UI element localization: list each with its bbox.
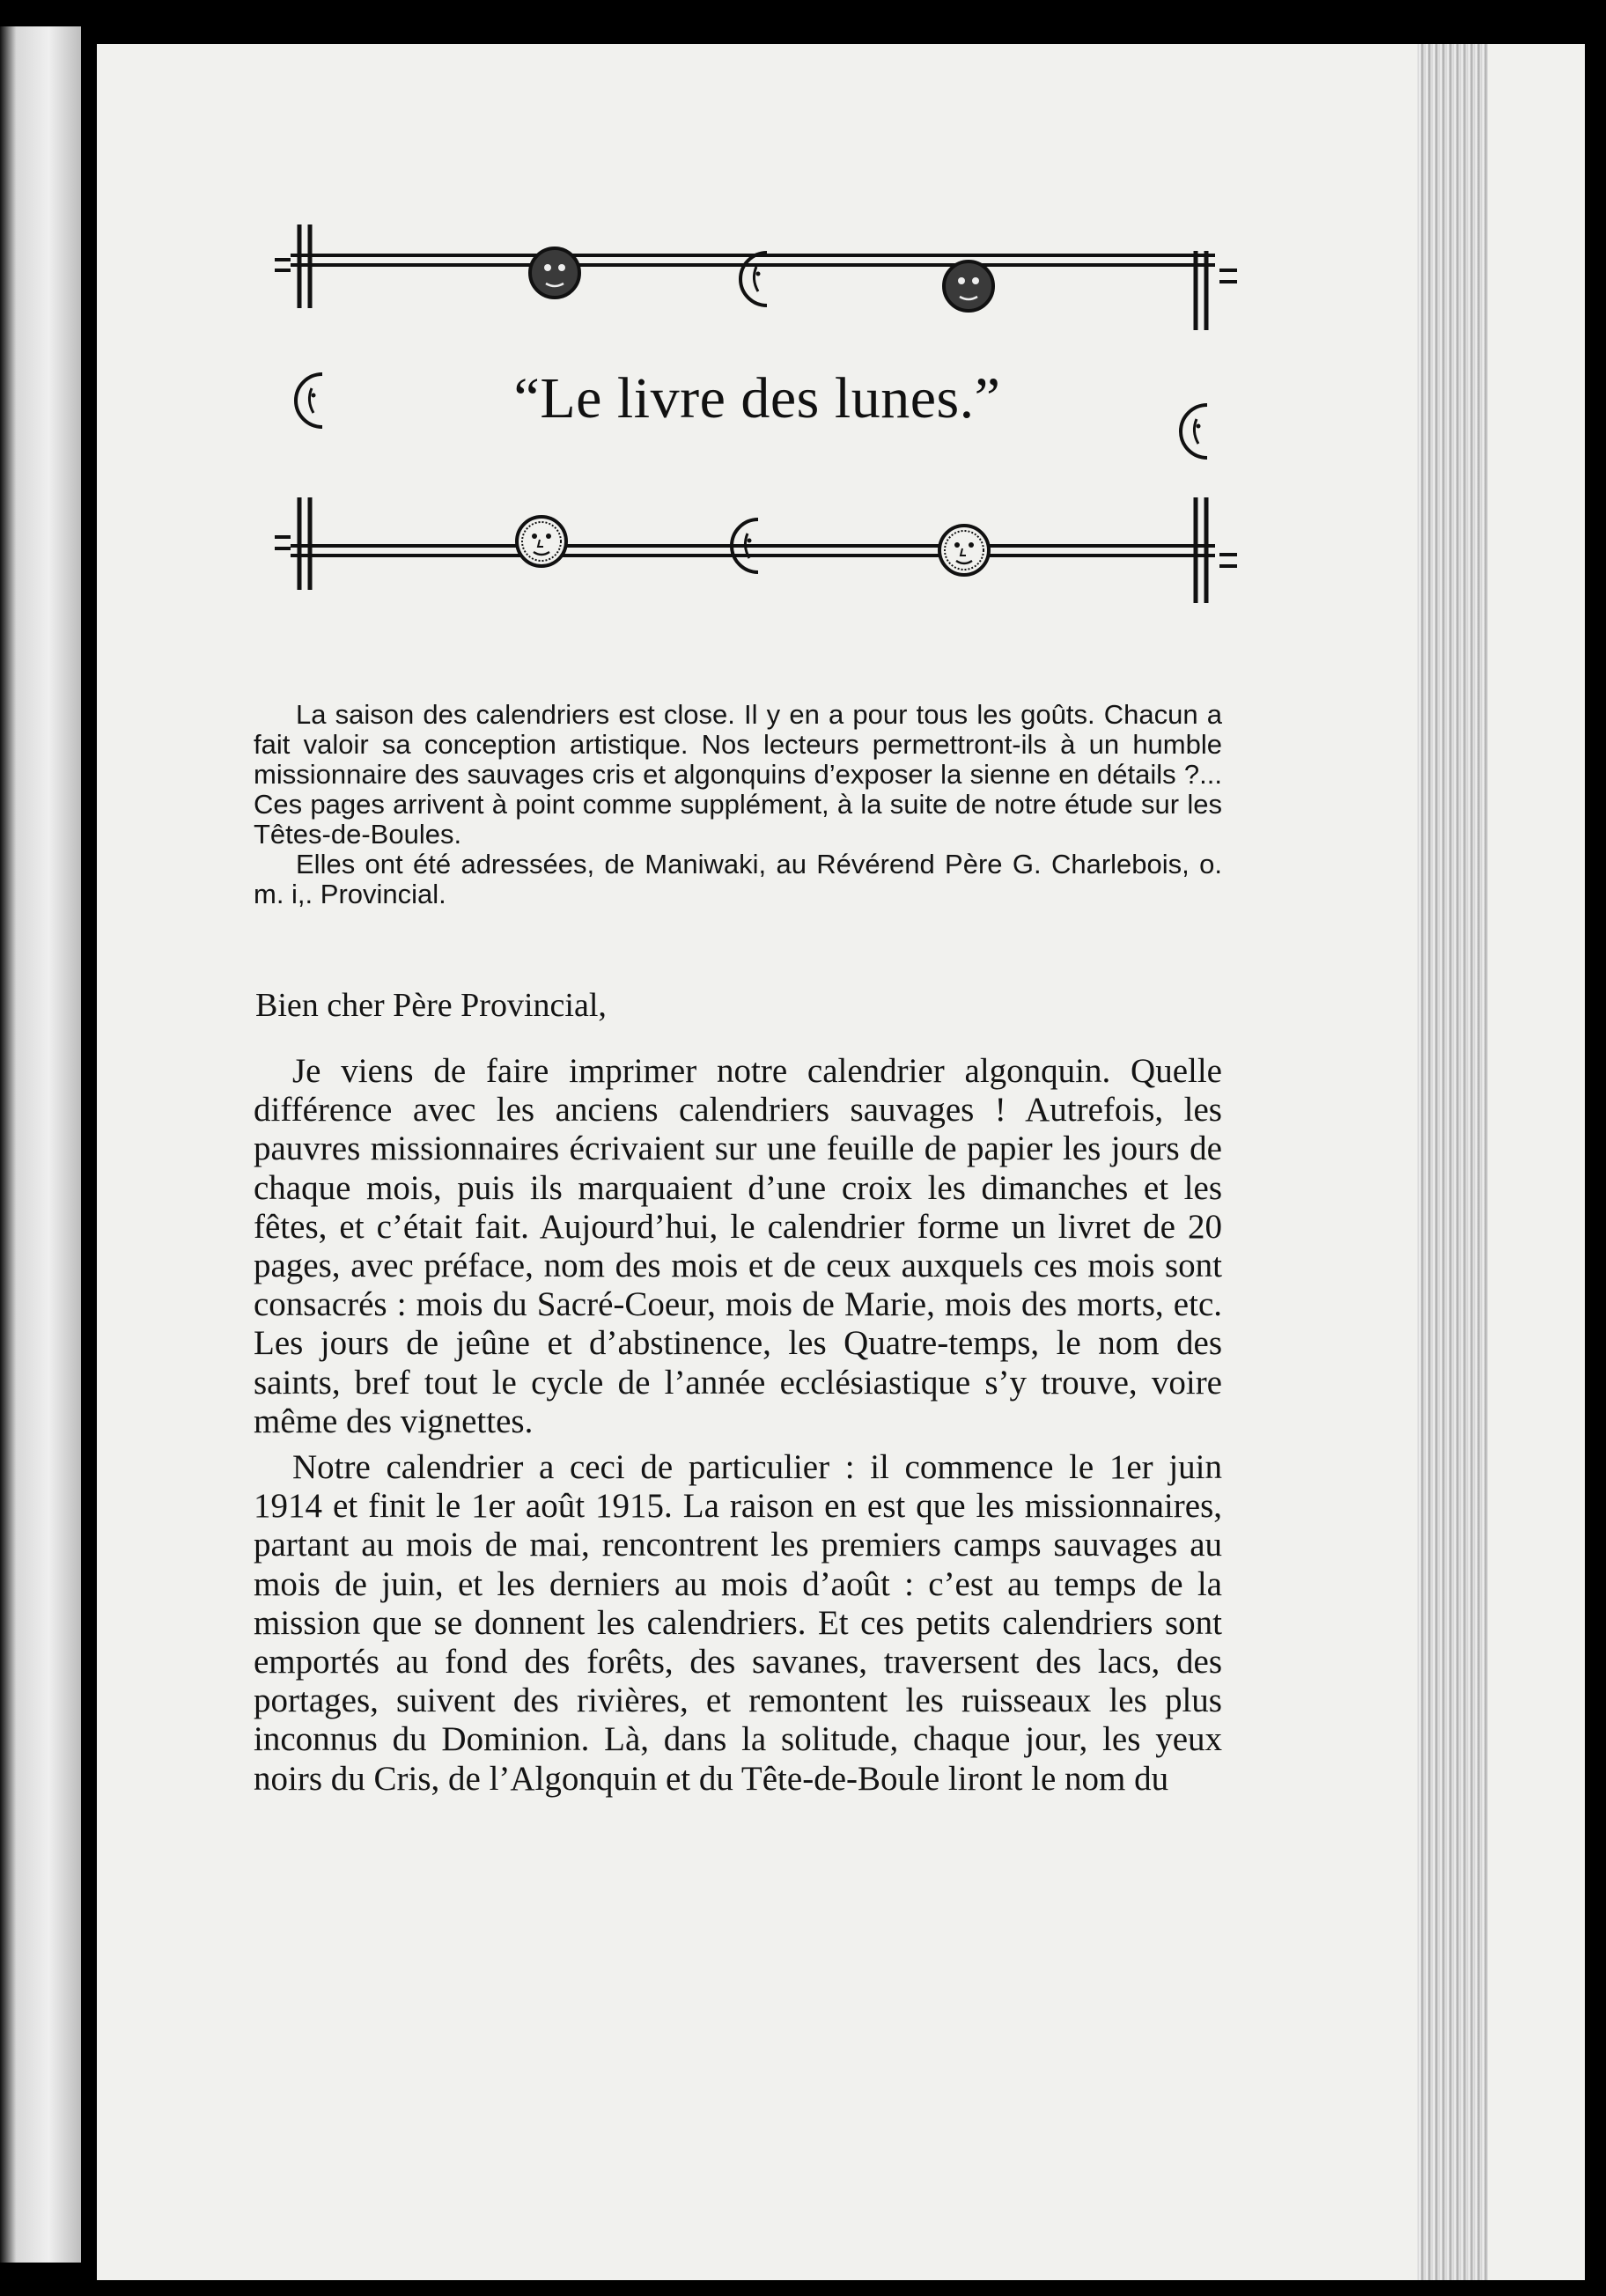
- adjacent-page-edge: [0, 26, 81, 2263]
- page-stack-edges: [1418, 44, 1488, 2280]
- page-title: “Le livre des lunes.”: [513, 366, 1001, 430]
- body-paragraph: Notre calendrier a ceci de particulier : il commence le 1er juin 1914 et finit le 1er août 1915. La raison en est que les missionnaires, partant au mois de mai, rencontrent les premiers camps sauvages au mois de juin, et les derniers au mois d’août : c’est au temps de la mission que se donnent les calendriers. Et ces petits calendriers sont emportés au fond des forêts, des savanes, traversent des lacs, des portages, suivent des rivières, et remontent les ruisseaux les plus inconnus du Dominion. Là, dans la solitude, chaque jour, les yeux noirs du Cris, de l’Algonquin et du Tête-de-Boule liront le nom du: [254, 1448, 1222, 1798]
- body-paragraph: Je viens de faire imprimer notre calendrier algonquin. Quelle différence avec les anciens calendriers sauvages ! Autrefois, les pauvres missionnaires écrivaient sur une feuille de papier les jours de chaque mois, puis ils marquaient d’une croix les dimanches et les fêtes, et c’était fait. Aujourd’hui, le calendrier forme un livret de 20 pages, avec préface, nom des mois et de ceux auxquels ces mois sont consacrés : mois du Sacré-Coeur, mois de Marie, mois des morts, etc. Les jours de jeûne et d’abstinence, les Quatre-temps, le nom des saints, bref tout le cycle de l’année ecclésiastique s’y trouve, voire même des vignettes.: [254, 1052, 1222, 1440]
- letter-body: [254, 1052, 1222, 1806]
- intro-paragraph: La saison des calendriers est close. Il y en a pour tous les goûts. Chacun a fait valoir sa conception artistique. Nos lecteurs permettront-ils à un humble missionnaire des sauvages cris et algonquins d’exposer la sienne en détails ?... Ces pages arrivent à point comme supplément, à la suite de notre étude sur les Têtes-de-Boules.: [254, 699, 1222, 850]
- intro-paragraph: Elles ont été adressées, de Maniwaki, au Révérend Père G. Charlebois, o. m. i,. Provincial.: [254, 849, 1222, 909]
- editor-intro: [254, 700, 1222, 909]
- letter-salutation: Bien cher Père Provincial,: [255, 987, 607, 1024]
